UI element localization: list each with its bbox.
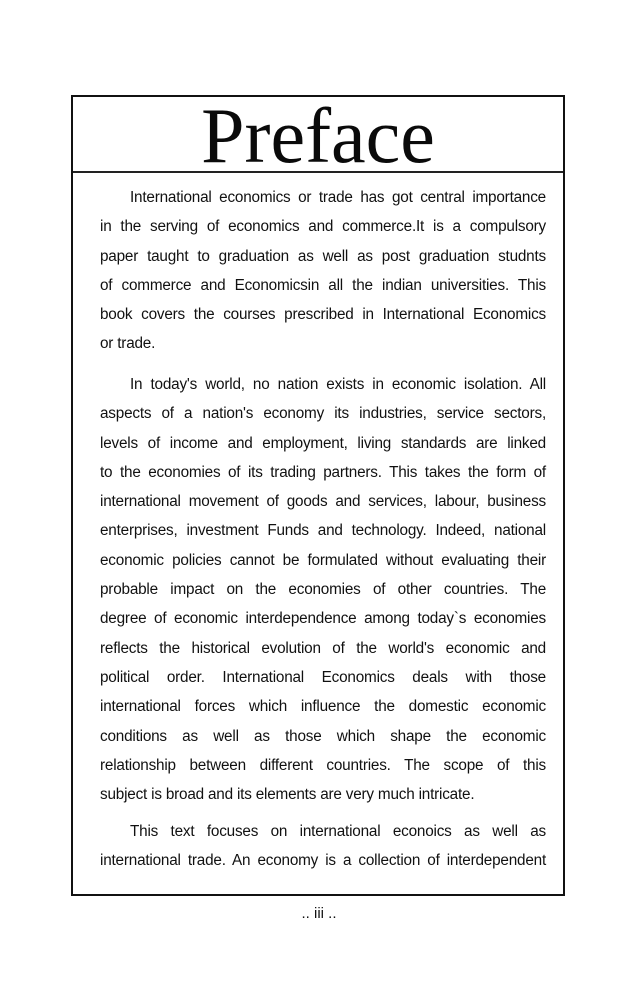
- text-line: or trade.: [100, 335, 156, 353]
- text-line: relationship between different countries. The scope of this: [100, 756, 546, 774]
- text-line: probable impact on the economies of other countries. The: [100, 581, 546, 599]
- paragraph-2: [100, 370, 546, 809]
- paragraph-1: [100, 183, 546, 359]
- text-line: conditions as well as those which shape the economic: [100, 727, 546, 745]
- text-line: paper taught to graduation as well as post graduation studnts: [100, 247, 546, 265]
- text-line: degree of economic interdependence among today`s economies: [100, 610, 546, 628]
- text-line: subject is broad and its elements are very much intricate.: [100, 786, 475, 804]
- text-line: aspects of a nation's economy its industries, service sectors,: [100, 405, 546, 423]
- text-line: to the economies of its trading partners. This takes the form of: [100, 463, 546, 481]
- text-line: of commerce and Economicsin all the indian universities. This: [100, 276, 546, 294]
- text-line: book covers the courses prescribed in International Economics: [100, 306, 546, 324]
- paragraph-3: [100, 817, 546, 876]
- page-title: Preface: [201, 92, 435, 179]
- text-line: in the serving of economics and commerce.It is a compulsory: [100, 218, 546, 236]
- text-line: International economics or trade has got central importance: [130, 189, 546, 206]
- text-line: economic policies cannot be formulated without evaluating their: [100, 551, 546, 569]
- text-line: levels of income and employment, living standards are linked: [100, 434, 546, 452]
- text-line: international forces which influence the domestic economic: [100, 698, 546, 716]
- text-line: This text focuses on international econoics as well as: [130, 823, 546, 840]
- title-divider: [73, 171, 563, 173]
- page-number: .. iii ..: [301, 905, 337, 922]
- text-line: international trade. An economy is a collection of interdependent: [100, 852, 546, 870]
- page-frame: [71, 92, 565, 896]
- text-line: international movement of goods and services, labour, business: [100, 493, 546, 511]
- text-line: enterprises, investment Funds and technology. Indeed, national: [100, 522, 546, 540]
- text-line: reflects the historical evolution of the world's economic and: [100, 639, 546, 657]
- text-line: In today's world, no nation exists in economic isolation. All: [130, 376, 546, 393]
- text-line: political order. International Economics deals with those: [100, 668, 546, 686]
